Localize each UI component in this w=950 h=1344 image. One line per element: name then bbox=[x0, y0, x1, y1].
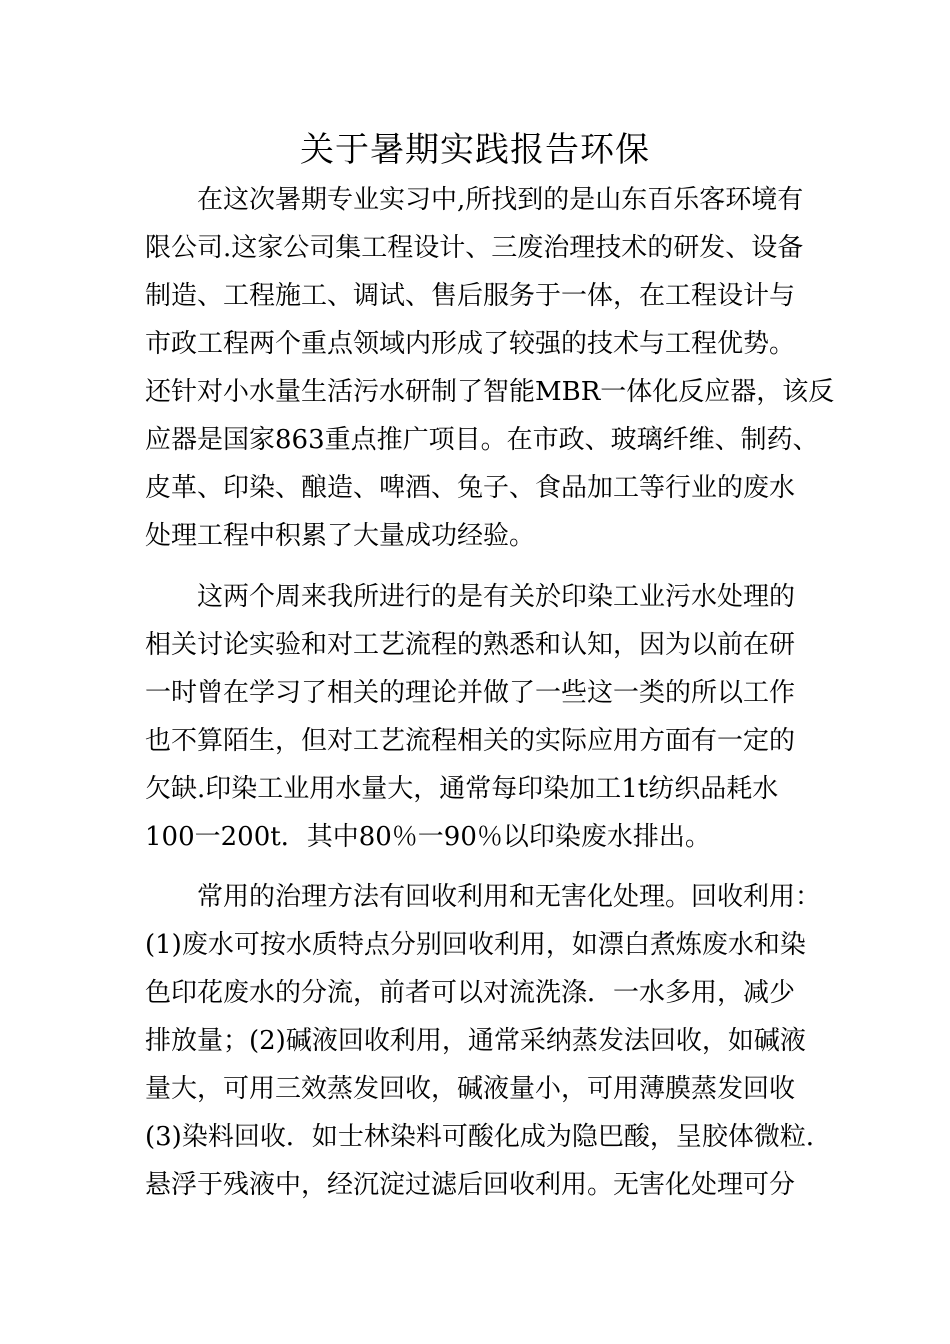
body-line: 还针对小水量生活污水研制了智能MBR一体化反应器，该反 bbox=[145, 377, 835, 407]
body-line: 悬浮于残液中，经沉淀过滤后回收利用。无害化处理可分 bbox=[145, 1170, 796, 1200]
body-line: 相关讨论实验和对工艺流程的熟悉和认知，因为以前在研 bbox=[145, 630, 796, 660]
body-line: 限公司.这家公司集工程设计、三废治理技术的研发、设备 bbox=[145, 233, 804, 263]
body-line: 这两个周来我所进行的是有关於印染工业污水处理的 bbox=[145, 582, 796, 612]
body-line: 处理工程中积累了大量成功经验。 bbox=[145, 521, 536, 551]
body-line: 量大，可用三效蒸发回收，碱液量小，可用薄膜蒸发回收 bbox=[145, 1074, 796, 1104]
body-line: 也不算陌生，但对工艺流程相关的实际应用方面有一定的 bbox=[145, 726, 796, 756]
body-line: 欠缺.印染工业用水量大，通常每印染加工1t纺织品耗水 bbox=[145, 774, 779, 804]
body-line: 一时曾在学习了相关的理论并做了一些这一类的所以工作 bbox=[145, 678, 796, 708]
body-line: 常用的治理方法有回收利用和无害化处理。回收利用： bbox=[145, 882, 822, 912]
body-line: 市政工程两个重点领域内形成了较强的技术与工程优势。 bbox=[145, 329, 796, 359]
body-line: 制造、工程施工、调试、售后服务于一体，在工程设计与 bbox=[145, 281, 796, 311]
document-title: 关于暑期实践报告环保 bbox=[300, 130, 650, 170]
body-line: 皮革、印染、酿造、啤酒、兔子、食品加工等行业的废水 bbox=[145, 473, 796, 503]
body-line: 色印花废水的分流，前者可以对流洗涤．一水多用，减少 bbox=[145, 978, 796, 1008]
body-line: 应器是国家863重点推广项目。在市政、玻璃纤维、制药、 bbox=[145, 425, 819, 455]
body-line: (1)废水可按水质特点分别回收利用，如漂白煮炼废水和染 bbox=[145, 930, 806, 960]
body-line: 100一200t．其中80％一90％以印染废水排出。 bbox=[145, 822, 711, 852]
body-line: 排放量；(2)碱液回收利用，通常采纳蒸发法回收，如碱液 bbox=[145, 1026, 806, 1056]
body-line: (3)染料回收．如士林染料可酸化成为隐巴酸，呈胶体微粒． bbox=[145, 1122, 832, 1152]
body-line: 在这次暑期专业实习中,所找到的是山东百乐客环境有 bbox=[145, 185, 804, 215]
